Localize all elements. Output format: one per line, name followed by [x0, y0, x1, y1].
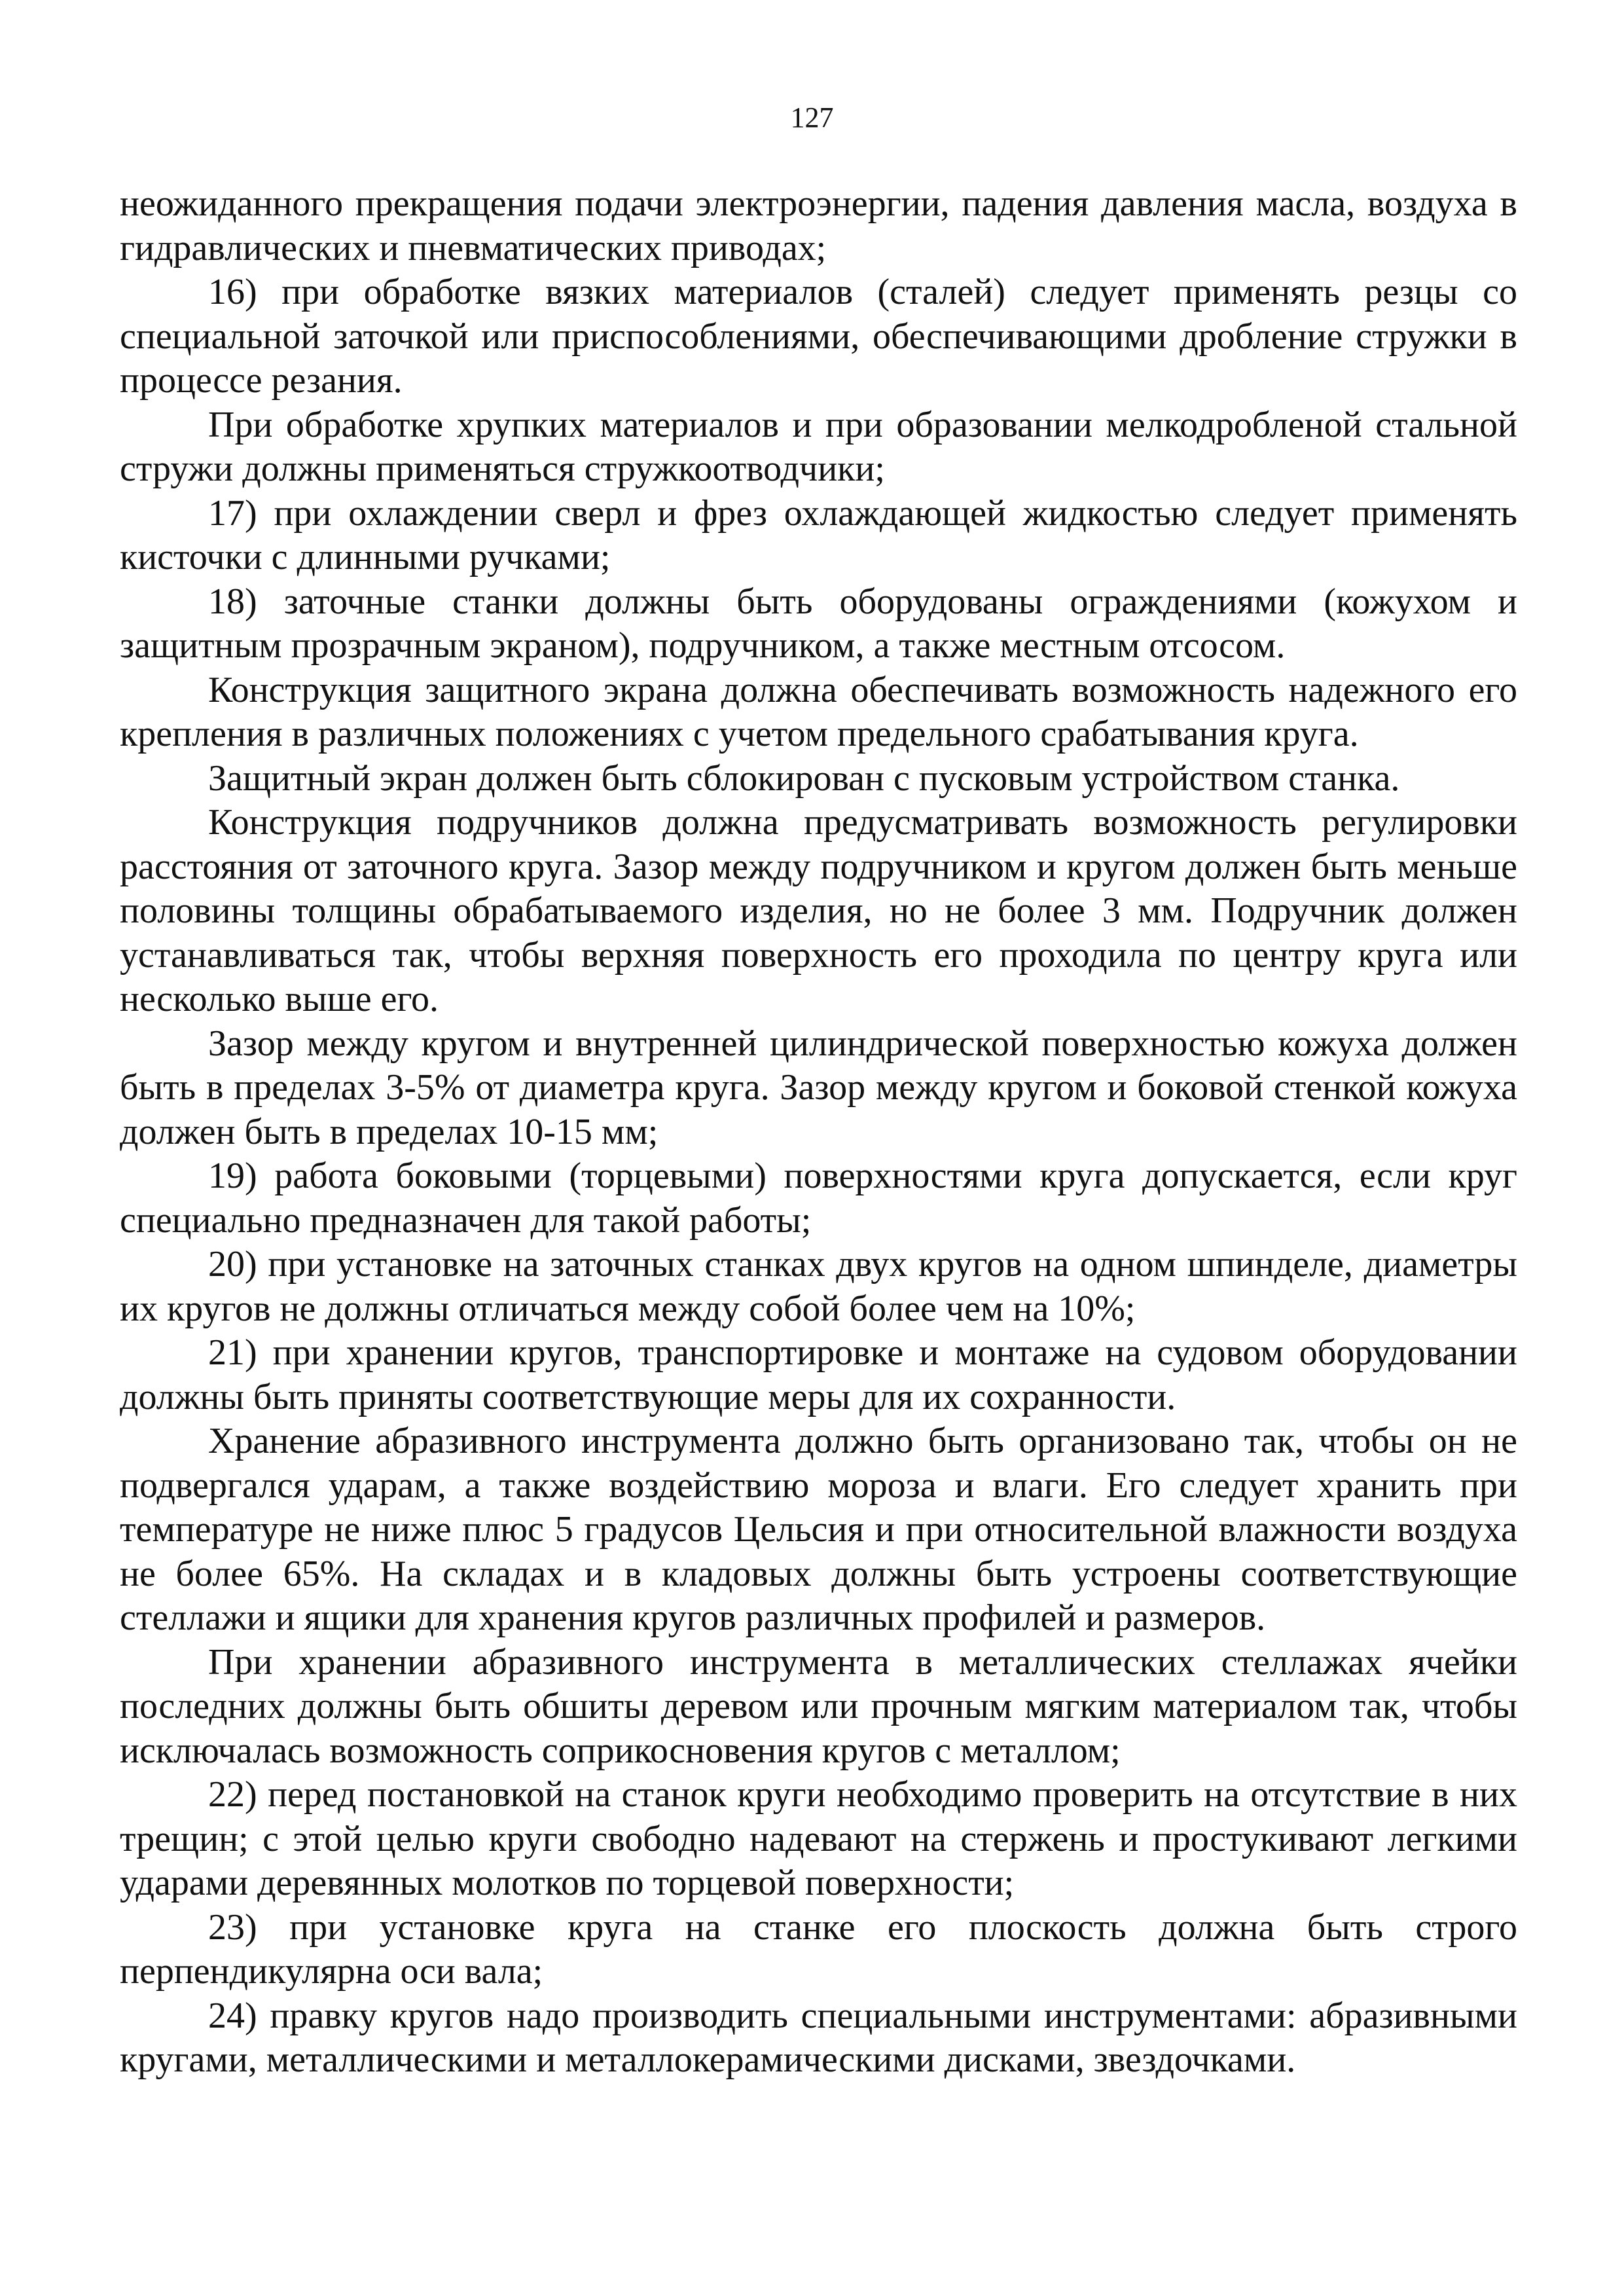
paragraph-item-24: 24) правку кругов надо производить специальными инструментами: абразивными кругами, металлическими и металлокерамическими дисками, звездочками.	[120, 1995, 1517, 2080]
page-number: 127	[790, 101, 834, 134]
paragraph-guard-gap: Зазор между кругом и внутренней цилиндрической поверхностью кожуха должен быть в пределах 3-5% от диаметра круга. Зазор между кругом и боковой стенкой кожуха должен быть в пределах 10-15 мм;	[120, 1023, 1517, 1152]
document-body	[120, 182, 1517, 2083]
paragraph-shield-interlock: Защитный экран должен быть сблокирован с пусковым устройством станка.	[208, 757, 1400, 799]
paragraph-item-18: 18) заточные станки должны быть оборудованы ограждениями (кожухом и защитным прозрачным экраном), подручником, а также местным отсосом.	[120, 581, 1517, 666]
paragraph-metal-racks: При хранении абразивного инструмента в металлических стеллажах ячейки последних должны быть обшиты деревом или прочным мягким материалом так, чтобы исключалась возможность соприкосновения кругов с металлом;	[120, 1641, 1517, 1771]
paragraph-item-17: 17) при охлаждении сверл и фрез охлаждающей жидкостью следует применять кисточки с длинными ручками;	[120, 492, 1517, 577]
paragraph-item-19: 19) работа боковыми (торцевыми) поверхностями круга допускается, если круг специально предназначен для такой работы;	[120, 1156, 1517, 1241]
paragraph-item-20: 20) при установке на заточных станках двух кругов на одном шпинделе, диаметры их кругов не должны отличаться между собой более чем на 10%;	[120, 1244, 1517, 1329]
paragraph-item-22: 22) перед постановкой на станок круги необходимо проверить на отсутствие в них трещин; с этой целью круги свободно надевают на стержень и простукивают легкими ударами деревянных молотков по торцевой поверхности;	[120, 1774, 1517, 1903]
paragraph-item-16: 16) при обработке вязких материалов (сталей) следует применять резцы со специальной заточкой или приспособлениями, обеспечивающими дробление стружки в процессе резания.	[120, 272, 1517, 401]
paragraph-continuation: неожиданного прекращения подачи электроэнергии, падения давления масла, воздуха в гидравлических и пневматических приводах;	[120, 183, 1517, 268]
paragraph-tool-rest: Конструкция подручников должна предусматривать возможность регулировки расстояния от заточного круга. Зазор между подручником и кругом должен быть меньше половины толщины обрабатываемого изделия, но не более 3 мм. Подручник должен устанавливаться так, чтобы верхняя поверхность его проходила по центру круга или несколько выше его.	[120, 802, 1517, 1019]
paragraph-abrasive-storage: Хранение абразивного инструмента должно быть организовано так, чтобы он не подвергался ударам, а также воздействию мороза и влаги. Его следует хранить при температуре не ниже плюс 5 градусов Цельсия и при относительной влажности воздуха не более 65%. На складах и в кладовых должны быть устроены соответствующие стеллажи и ящики для хранения кругов различных профилей и размеров.	[120, 1421, 1517, 1638]
paragraph-item-23: 23) при установке круга на станке его плоскость должна быть строго перпендикулярна оси вала;	[120, 1906, 1517, 1992]
paragraph-shield-construction: Конструкция защитного экрана должна обеспечивать возможность надежного его крепления в различных положениях с учетом предельного срабатывания круга.	[120, 669, 1517, 754]
paragraph-item-21: 21) при хранении кругов, транспортировке и монтаже на судовом оборудовании должны быть приняты соответствующие меры для их сохранности.	[120, 1332, 1517, 1417]
paragraph-brittle-materials: При обработке хрупких материалов и при образовании мелкодробленой стальной стружи должны применяться стружкоотводчики;	[120, 404, 1517, 489]
